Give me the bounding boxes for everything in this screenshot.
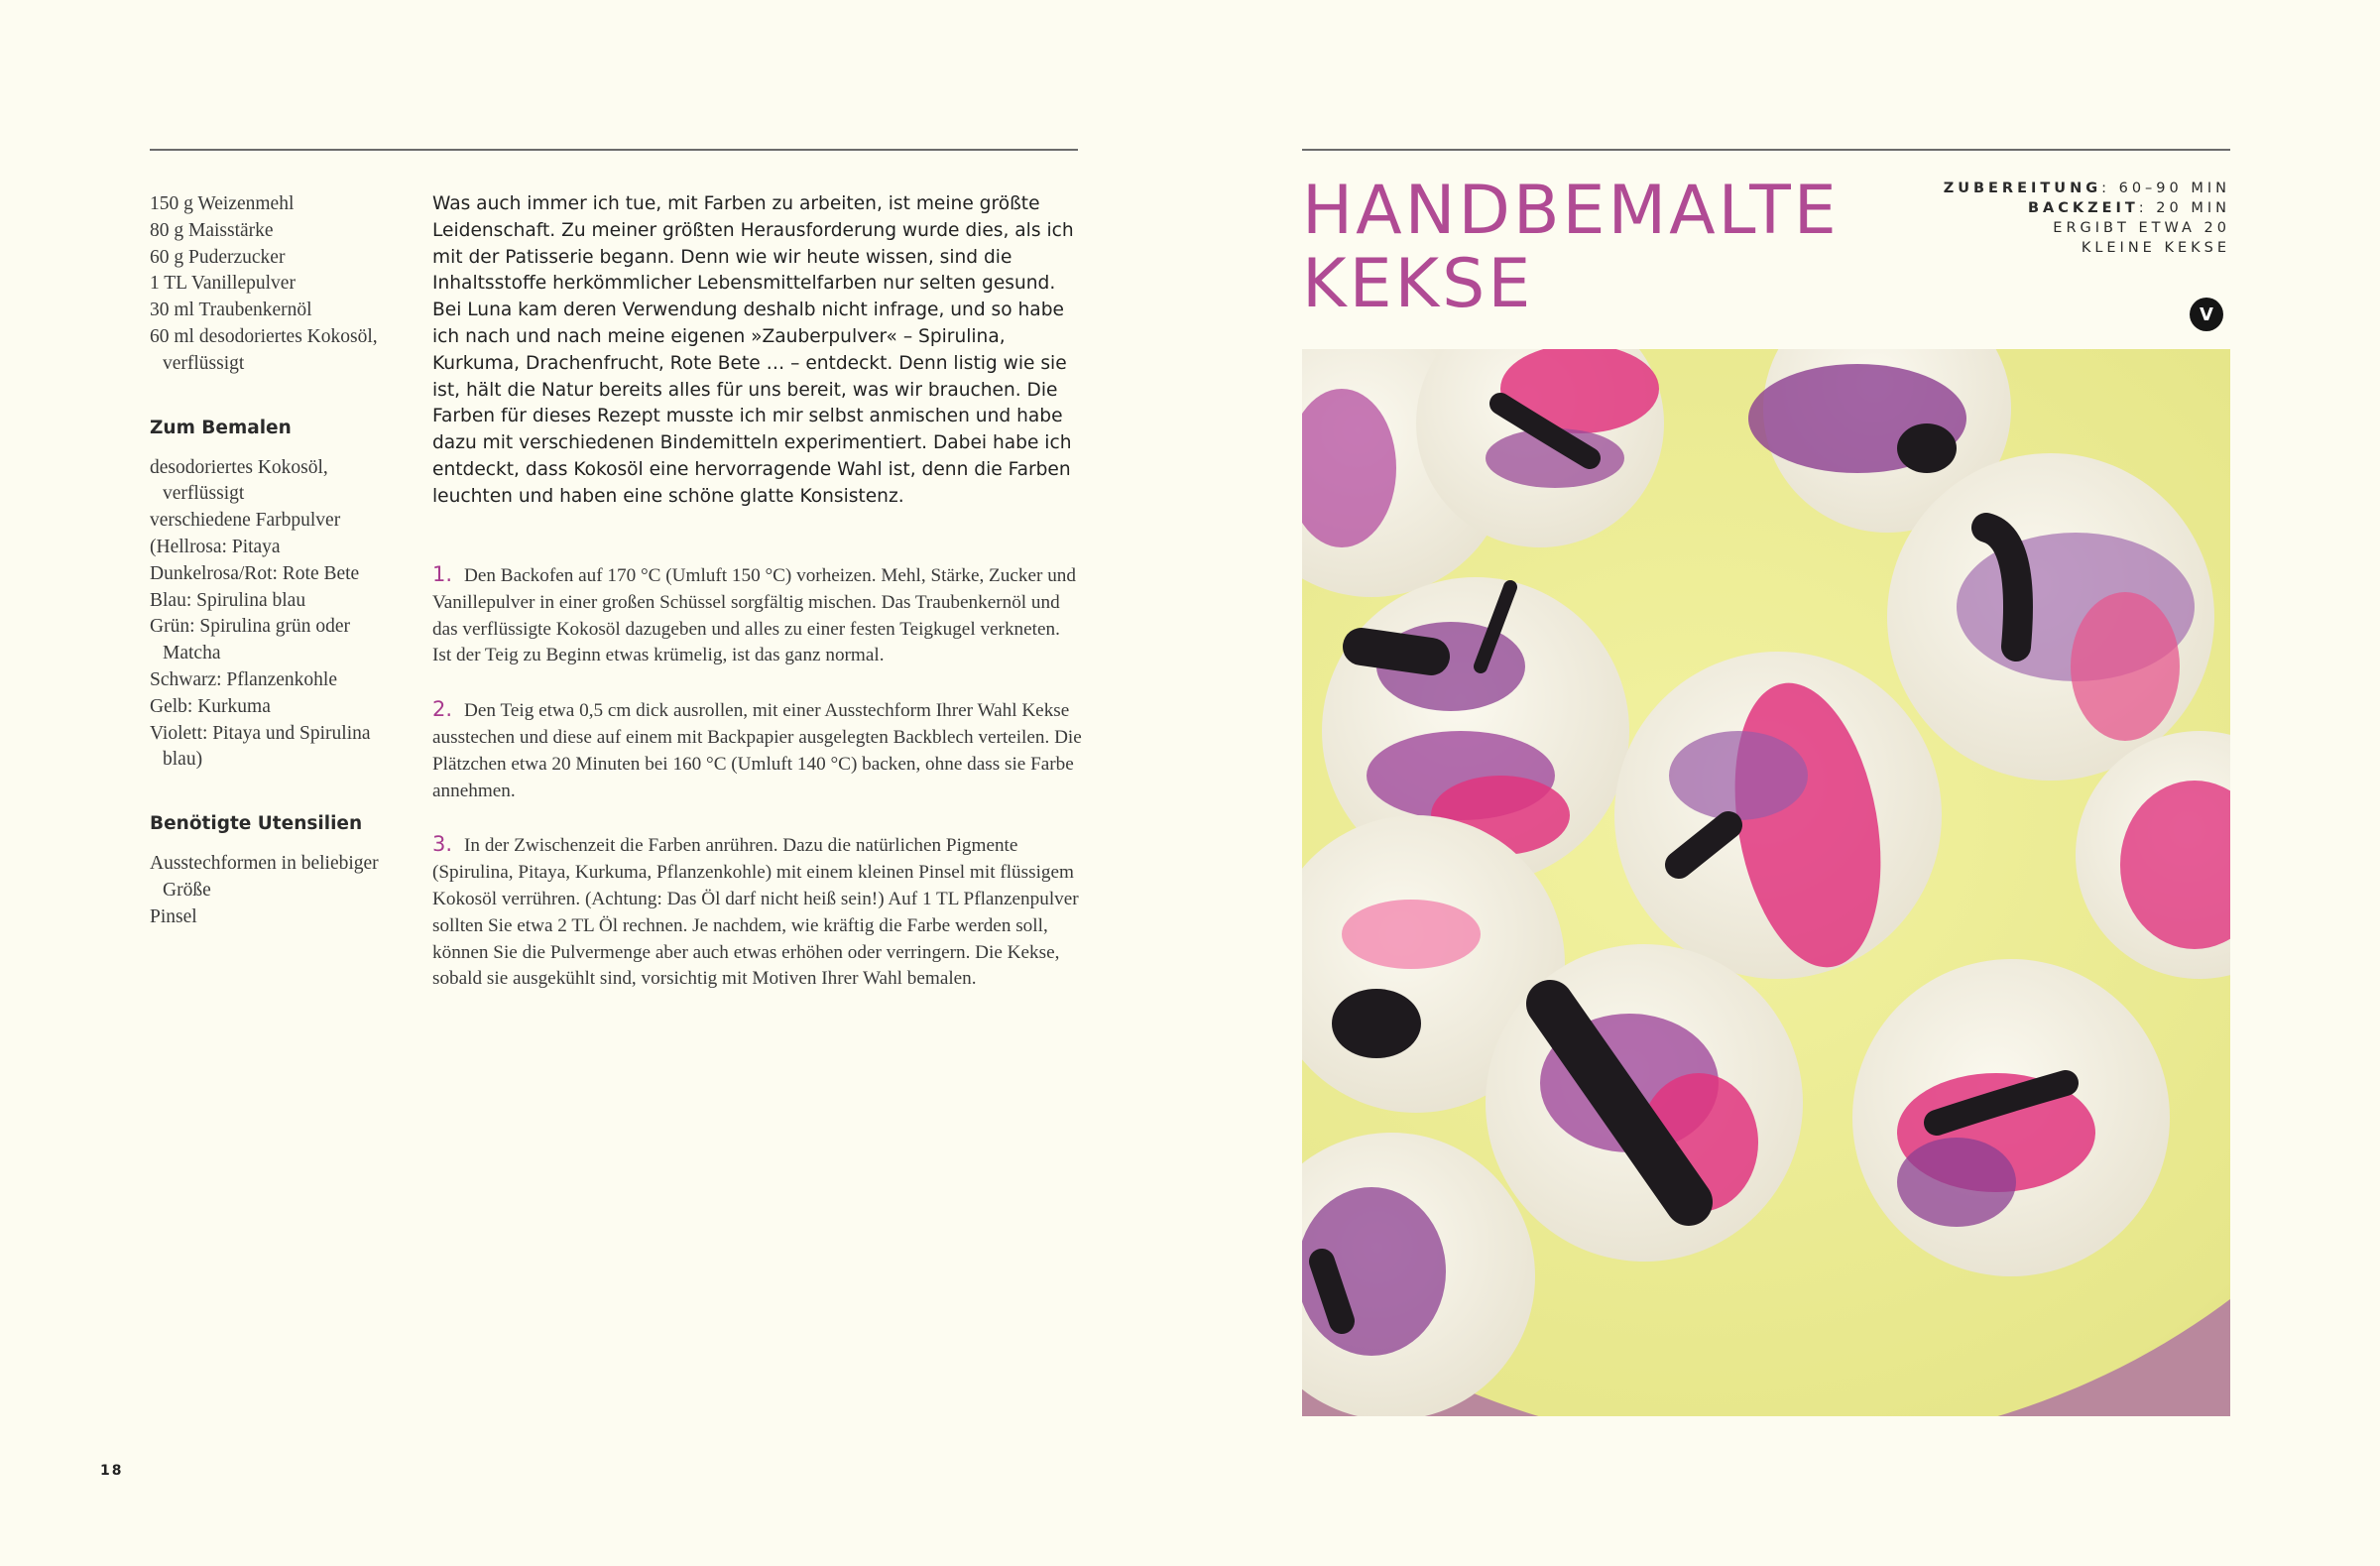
- painting-item: Schwarz: Pflanzenkohle: [150, 668, 337, 690]
- step-item: [432, 831, 1083, 993]
- ingredient-item: 30 ml Traubenkernöl: [150, 300, 312, 321]
- ingredient-item: 80 g Maisstärke: [150, 219, 274, 241]
- bake-time: [1944, 198, 2230, 218]
- step-number: 3.: [432, 832, 453, 857]
- top-rule-right: [1302, 149, 2230, 151]
- intro-paragraph: Was auch immer ich tue, mit Farben zu arbeiten, ist meine größte Leidenschaft. Zu meiner größten Herausforderung wurde dies, als ich mit der Patisserie begann. Denn wie wir heute wissen, sind die Inhaltsstoffe herkömmlicher Lebensmittelfarben nur selten gesund. Bei Luna kam deren Verwendung deshalb nicht infrage, und so habe ich nach und nach meine eigenen »Zauberpulver« – Spirulina, Kurkuma, Drachenfrucht, Rote Bete … – entdeckt. Denn listig wie sie ist, hält die Natur bereits alles für uns bereit, was wir brauchen. Die Farben für dieses Rezept musste ich mir selbst anmischen und habe dazu mit verschiedenen Bindemitteln experimentiert. Dabei habe ich entdeckt, dass Kokosöl eine hervorragende Wahl ist, denn die Farben leuchten und haben eine schöne glatte Konsistenz.: [432, 193, 1074, 507]
- tools-item: Ausstechformen in beliebiger Größe: [150, 853, 379, 901]
- painting-item: verschiedene Farbpulver: [150, 510, 341, 532]
- painting-item: desodoriertes Kokosöl, verflüssigt: [150, 456, 328, 505]
- bake-label: BACKZEIT: [2027, 200, 2139, 216]
- bake-value: : 20 MIN: [2138, 200, 2230, 216]
- painting-item: Gelb: Kurkuma: [150, 695, 271, 717]
- step-text: Den Backofen auf 170 °C (Umluft 150 °C) vorheizen. Mehl, Stärke, Zucker und Vanillepulver in einer großen Schüssel sorgfältig mischen. Das Traubenkernöl und das verflüssigte Kokosöl dazugeben und alles zu einer festen Teigkugel verkneten. Ist der Teig zu Beginn etwas krümelig, ist das ganz normal.: [432, 565, 1076, 666]
- ingredients-column: [150, 191, 398, 931]
- yield-line: ERGIBT ETWA 20: [2053, 220, 2230, 236]
- cookies-illustration: [1302, 349, 2230, 1416]
- vegan-badge-icon: V: [2190, 298, 2223, 331]
- prep-time: [1944, 179, 2230, 198]
- top-rule-left: [150, 149, 1078, 151]
- prep-label: ZUBEREITUNG: [1943, 181, 2102, 196]
- tools-list: [150, 851, 398, 930]
- ingredient-item: 60 g Puderzucker: [150, 246, 286, 268]
- step-number: 1.: [432, 562, 453, 586]
- yield-line: KLEINE KEKSE: [2081, 240, 2230, 256]
- cookie: [1614, 652, 1942, 979]
- recipe-meta: [1944, 179, 2230, 258]
- painting-heading: Zum Bemalen: [150, 417, 292, 438]
- steps-list: [432, 561, 1083, 1020]
- step-text: Den Teig etwa 0,5 cm dick ausrollen, mit einer Ausstechform Ihrer Wahl Kekse ausstechen und diese auf einem mit Backpapier ausgelegten Backblech verteilen. Die Plätzchen etwa 20 Minuten bei 160 °C (Umluft 140 °C) backen, ohne dass sie Farbe annehmen.: [432, 700, 1082, 801]
- prep-value: : 60–90 MIN: [2101, 181, 2230, 196]
- cookie: [1486, 944, 1803, 1262]
- ingredient-list: [150, 191, 398, 378]
- cookie: [1852, 959, 2170, 1276]
- title-line: KEKSE: [1302, 245, 1534, 323]
- ingredient-item: 1 TL Vanillepulver: [150, 273, 296, 295]
- cookie: [1887, 453, 2214, 781]
- painting-list: [150, 455, 398, 775]
- painting-item: Blau: Spirulina blau: [150, 589, 306, 611]
- title-line: HANDBEMALTE: [1302, 172, 1840, 250]
- tools-item: Pinsel: [150, 905, 197, 927]
- ingredient-item: 60 ml desodoriertes Kokosöl, verflüssigt: [150, 325, 378, 374]
- step-item: [432, 696, 1083, 804]
- painting-item: Violett: Pitaya und Spirulina blau): [150, 722, 371, 771]
- painting-item: Dunkelrosa/Rot: Rote Bete: [150, 562, 360, 584]
- step-number: 2.: [432, 697, 453, 722]
- step-text: In der Zwischenzeit die Farben anrühren. Dazu die natürlichen Pigmente (Spirulina, Pitaya, Kurkuma, Pflanzenkohle) mit einem kleinen Pinsel mit flüssigem Kokosöl verrühren. (Achtung: Das Öl darf nicht heiß sein!) Auf 1 TL Pflanzenpulver sollten Sie etwa 2 TL Öl rechnen. Je nachdem, wie kräftig die Farbe werden soll, können Sie die Pulvermenge aber auch etwas erhöhen oder verringern. Die Kekse, sobald sie ausgekühlt sind, vorsichtig mit Motiven Ihrer Wahl bemalen.: [432, 835, 1079, 990]
- ingredient-item: 150 g Weizenmehl: [150, 193, 295, 214]
- cookies-photo: [1302, 349, 2230, 1416]
- painting-item: Grün: Spirulina grün oder Matcha: [150, 616, 351, 664]
- page-number: 18: [100, 1463, 124, 1479]
- painting-item: (Hellrosa: Pitaya: [150, 536, 281, 557]
- tools-heading: Benötigte Utensilien: [150, 813, 363, 835]
- step-item: [432, 561, 1083, 669]
- recipe-title: [1302, 172, 1840, 323]
